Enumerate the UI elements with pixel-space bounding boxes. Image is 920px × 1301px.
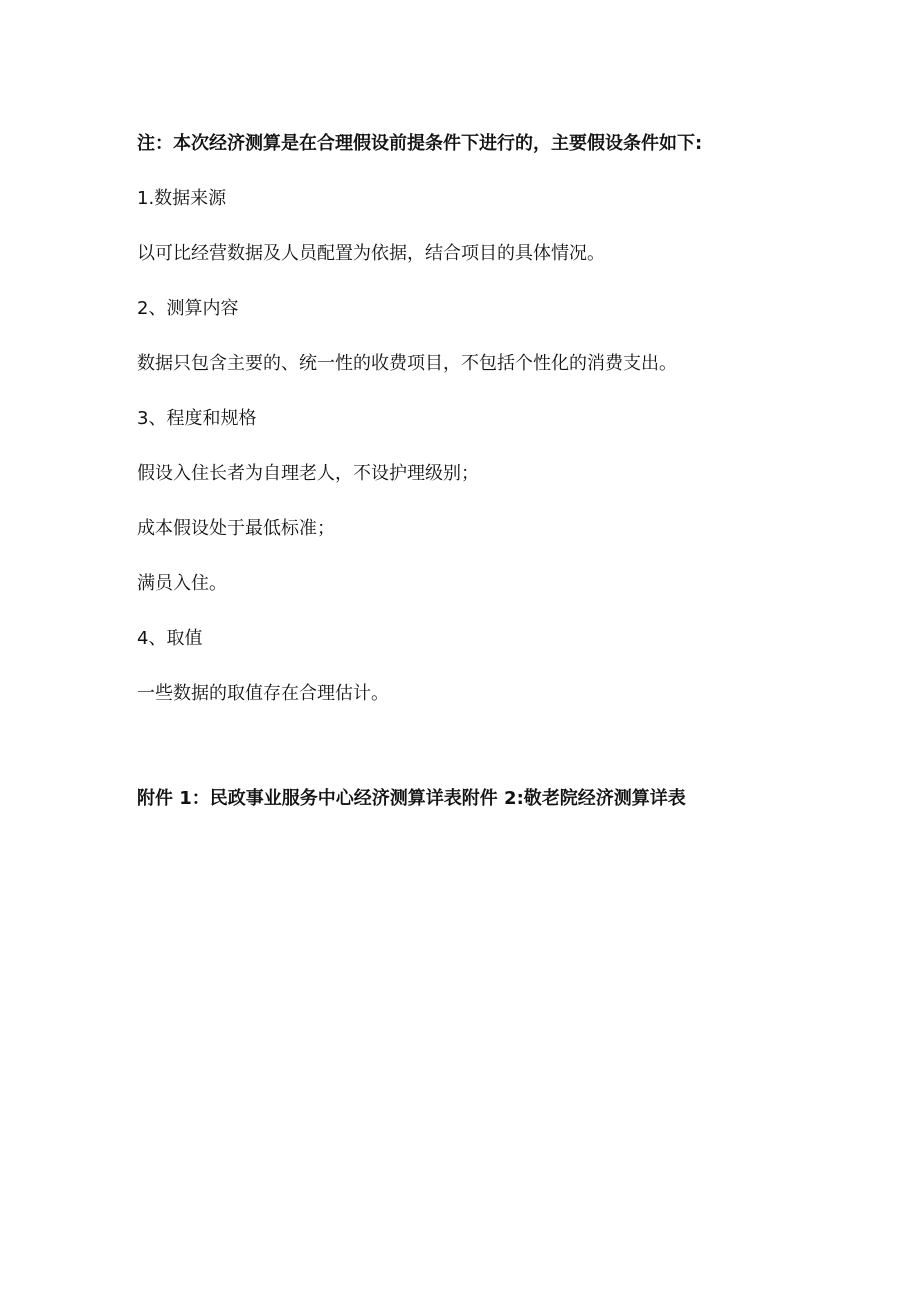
section-heading-data-source: 1.数据来源	[137, 188, 227, 209]
paragraph-calculation-content: 数据只包含主要的、统一性的收费项目，不包括个性化的消费支出。	[137, 353, 677, 374]
section-heading-values: 4、取值	[137, 628, 203, 649]
section-heading-degree-and-spec: 3、程度和规格	[137, 408, 257, 429]
paragraph-values: 一些数据的取值存在合理估计。	[137, 683, 389, 704]
paragraph-degree-and-spec-3: 满员入住。	[137, 573, 227, 594]
attachments-line: 附件 1：民政事业服务中心经济测算详表附件 2:敬老院经济测算详表	[137, 788, 686, 809]
paragraph-degree-and-spec-1: 假设入住长者为自理老人，不设护理级别；	[137, 463, 479, 484]
section-heading-calculation-content: 2、测算内容	[137, 298, 239, 319]
paragraph-data-source: 以可比经营数据及人员配置为依据，结合项目的具体情况。	[137, 243, 605, 264]
paragraph-degree-and-spec-2: 成本假设处于最低标准；	[137, 518, 335, 539]
note-heading: 注：本次经济测算是在合理假设前提条件下进行的，主要假设条件如下:	[137, 133, 703, 154]
